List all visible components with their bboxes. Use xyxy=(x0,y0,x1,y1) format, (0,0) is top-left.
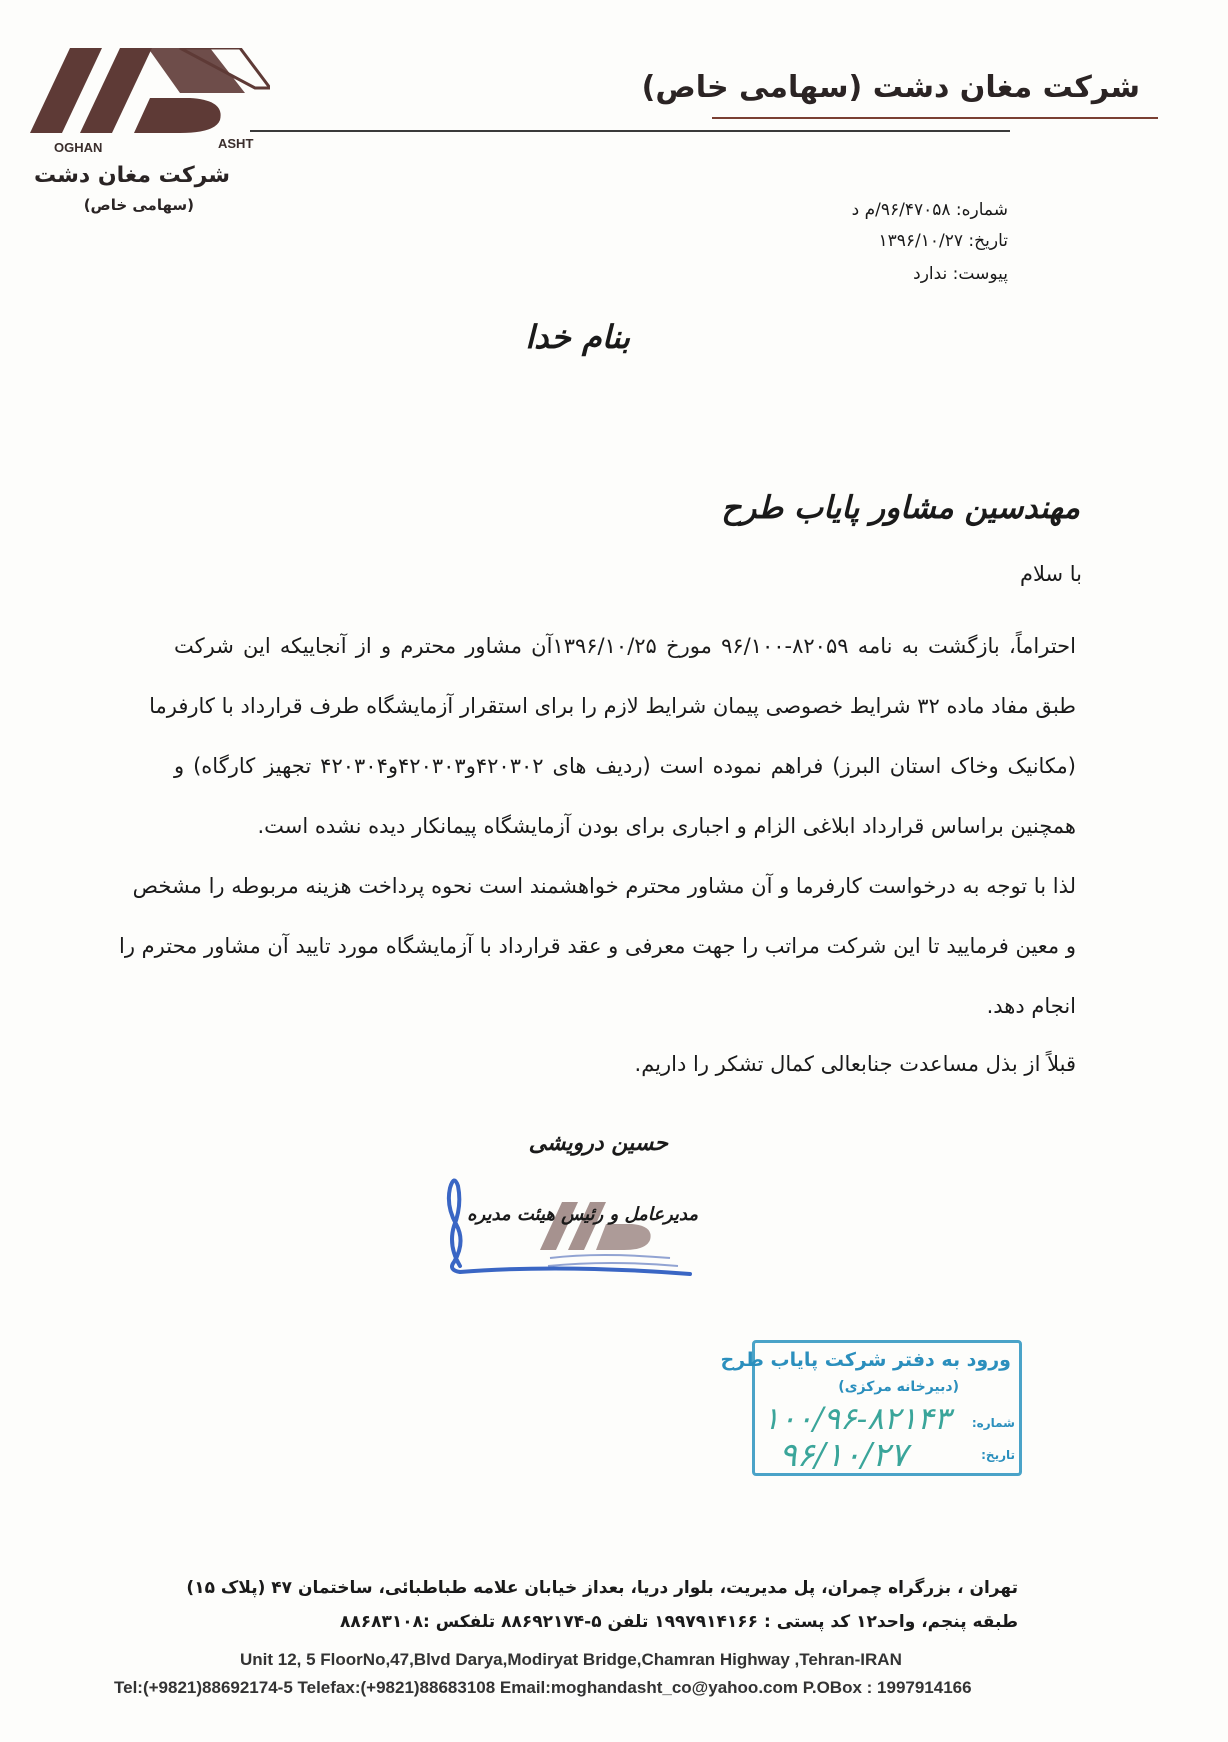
company-name-header: شرکت مغان دشت (سهامی خاص) xyxy=(641,70,1140,105)
footer-contact-fa: طبقه پنجم، واحد۱۲ کد پستی : ۱۹۹۷۹۱۴۱۶۶ تلفن ۵-۸۸۶۹۲۱۷۴ تلفکس :۸۸۶۸۳۱۰۸ xyxy=(339,1612,1018,1632)
stamp-number-label: شماره: xyxy=(971,1416,1015,1430)
letter-number: شماره: ۹۶/۴۷۰۵۸/م د xyxy=(851,200,1008,220)
bismillah: بنام خدا xyxy=(525,318,630,356)
body-line: احتراماً، بازگشت به نامه ۸۲۰۵۹-۹۶/۱۰۰ مورخ ۱۳۹۶/۱۰/۲۵آن مشاور محترم و از آنجاییکه این شرکت xyxy=(174,634,1076,658)
body-line: (مکانیک وخاک استان البرز) فراهم نموده است (ردیف های ۴۲۰۳۰۲و۴۲۰۳۰۳و۴۲۰۳۰۴ تجهیز کارگاه) و xyxy=(174,754,1076,778)
header-divider-thin xyxy=(250,130,1010,132)
footer-contact-en: Tel:(+9821)88692174-5 Telefax:(+9821)88683108 Email:moghandasht_co@yahoo.com P.OBox : 1997914166 xyxy=(114,1678,972,1697)
stamp-title: ورود به دفتر شرکت پایاب طرح xyxy=(720,1349,1011,1371)
body-line: قبلاً از بذل مساعدت جنابعالی کمال تشکر را داریم. xyxy=(634,1052,1076,1076)
footer-address-en: Unit 12, 5 FloorNo,47,Blvd Darya,Modiryat Bridge,Chamran Highway ,Tehran-IRAN xyxy=(240,1650,902,1669)
signatory-name: حسین درویشی xyxy=(528,1130,668,1156)
body-line: انجام دهد. xyxy=(986,994,1076,1018)
receipt-stamp xyxy=(720,1340,1022,1476)
salutation: با سلام xyxy=(1019,562,1082,586)
logo-text-right: ASHT xyxy=(218,136,254,151)
company-logo xyxy=(30,48,270,158)
body-line: همچنین براساس قرارداد ابلاغی الزام و اجباری برای بودن آزمایشگاه پیمانکار دیده نشده است. xyxy=(257,814,1076,838)
body-line: طبق مفاد ماده ۳۲ شرایط خصوصی پیمان شرایط لازم را برای استقرار آزمایشگاه طرف قرارداد با کارفرما xyxy=(149,694,1076,718)
signatory-title: مدیرعامل و رئیس هیئت مدیره xyxy=(467,1204,698,1225)
stamp-number: ۱۰۰/۹۶-۸۲۱۴۳ xyxy=(763,1401,951,1437)
logo-company-type: (سهامی خاص) xyxy=(83,196,194,214)
letter-date: تاریخ: ۱۳۹۶/۱۰/۲۷ xyxy=(878,231,1008,251)
header-divider xyxy=(712,117,1158,119)
body-line: لذا با توجه به درخواست کارفرما و آن مشاور محترم خواهشمند است نحوه پرداخت هزینه مربوطه را مشخص xyxy=(132,874,1076,898)
stamp-subtitle: (دبیرخانه مرکزی) xyxy=(838,1379,959,1395)
stamp-date: ۹۶/۱۰/۲۷ xyxy=(779,1435,908,1474)
footer-address-fa: تهران ، بزرگراه چمران، پل مدیریت، بلوار دریا، بعداز خیابان علامه طباطبائی، ساختمان ۴۷ (پلاک ۱۵) xyxy=(186,1578,1018,1598)
body-line: و معین فرمایید تا این شرکت مراتب را جهت معرفی و عقد قرارداد با آزمایشگاه مورد تایید آن مشاور محترم را xyxy=(119,934,1076,958)
stamp-date-label: تاریخ: xyxy=(981,1448,1015,1462)
letter-attachment: پیوست: ندارد xyxy=(913,264,1008,284)
recipient: مهندسین مشاور پایاب طرح xyxy=(721,490,1080,526)
logo-text-left: OGHAN xyxy=(54,140,103,155)
logo-company-name: شرکت مغان دشت xyxy=(33,163,230,188)
